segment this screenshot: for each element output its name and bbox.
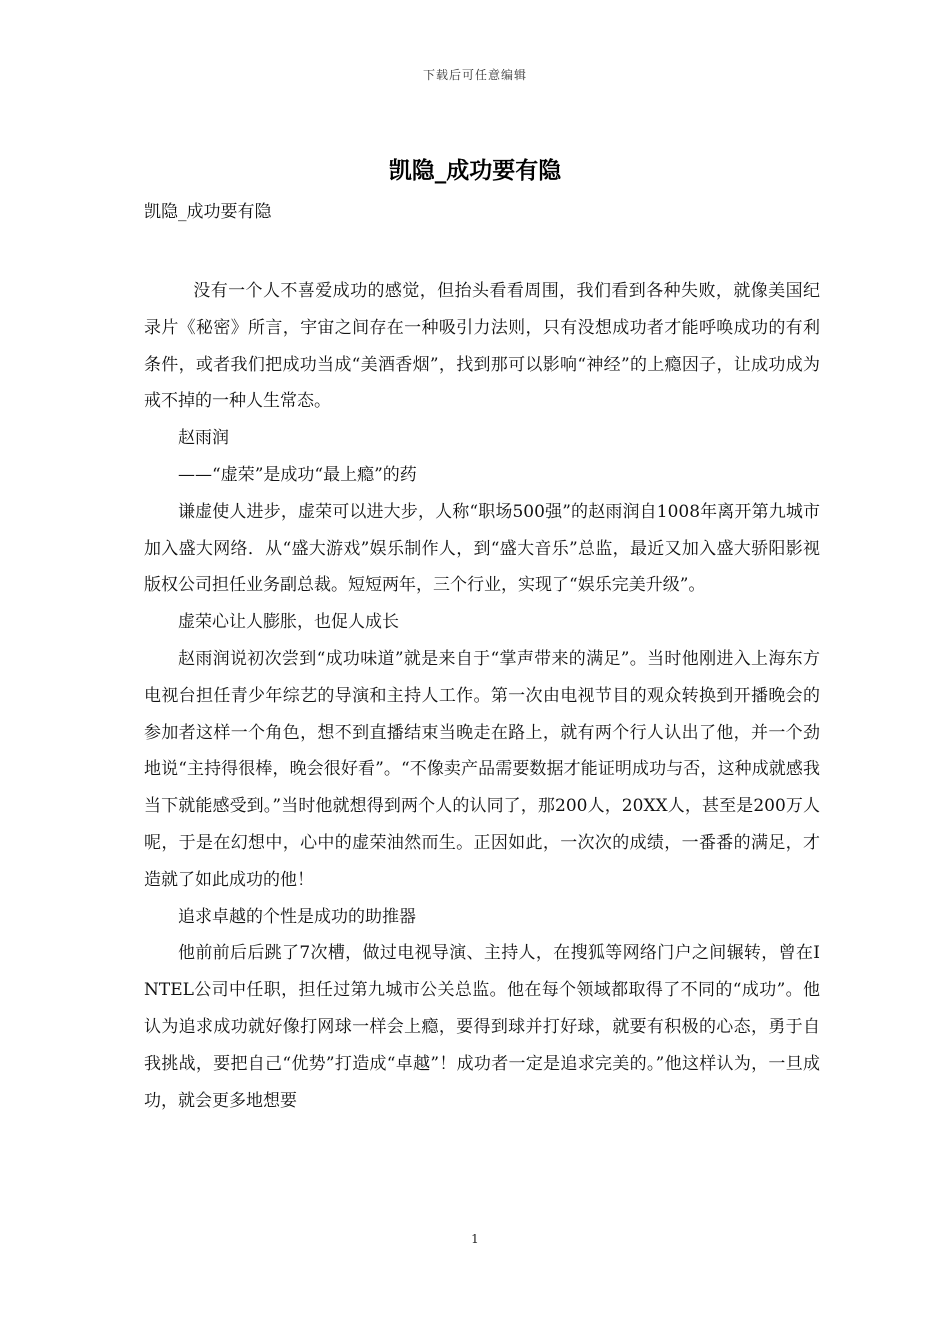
paragraph-job-changes: 他前前后后跳了7次槽，做过电视导演、主持人，在搜狐等网络门户之间辗转，曾在INTEL公司中任职，担任过第九城市公关总监。他在每个领域都取得了不同的“成功”。他认为追求成功就好像打网球一样会上瘾，要得到球并打好球，就要有积极的心态，勇于自我挑战，要把自己“优势”打造成“卓越”！成功者一定是追求完美的。”他这样认为，一旦成功，就会更多地想要 (144, 943, 820, 1111)
paragraph-intro: 没有一个人不喜爱成功的感觉，但抬头看看周围，我们看到各种失败，就像美国纪录片《秘密》所言，宇宙之间存在一种吸引力法则，只有没想成功者才能呼唤成功的有利条件，或者我们把成功当成“美酒香烟”，找到那可以影响“神经”的上瘾因子，让成功成为戒不掉的一种人生常态。 (144, 281, 820, 412)
paragraph-subheading-excellence: 追求卓越的个性是成功的助推器 (178, 906, 416, 927)
page-number: 1 (471, 1232, 479, 1246)
paragraph-first-success: 赵雨润说初次尝到“成功味道”就是来自于“掌声带来的满足”。当时他刚进入上海东方电视台担任青少年综艺的导演和主持人工作。第一次由电视节目的观众转换到开播晚会的参加者这样一个角色，想不到直播结束当晚走在路上，就有两个行人认出了他，并一个劲地说“主持得很棒，晚会很好看”。“不像卖产品需要数据才能证明成功与否，这种成就感我当下就能感受到。”当时他就想得到两个人的认同了，那200人，20XX人，甚至是200万人呢，于是在幻想中，心中的虚荣油然而生。正因如此，一次次的成绩，一番番的满足，才造就了如此成功的他！ (144, 648, 820, 890)
paragraph-career: 谦虚使人进步，虚荣可以进大步，人称“职场500强”的赵雨润自1008年离开第九城市加入盛大网络．从“盛大游戏”娱乐制作人，到“盛大音乐”总监，最近又加入盛大骄阳影视版权公司担任业务副总裁。短短两年，三个行业，实现了“娱乐完美升级”。 (144, 501, 820, 596)
document-title: 凯隐_成功要有隐 (388, 158, 562, 184)
paragraph-section-title: ——“虚荣”是成功“最上瘾”的药 (178, 464, 417, 485)
page-header: 下载后可任意编辑 (422, 68, 527, 82)
paragraph-subheading-vanity: 虚荣心让人膨胀，也促人成长 (178, 612, 399, 633)
document-subtitle: 凯隐_成功要有隐 (144, 202, 272, 222)
paragraph-name: 赵雨润 (178, 428, 229, 449)
document-body (144, 273, 820, 1119)
